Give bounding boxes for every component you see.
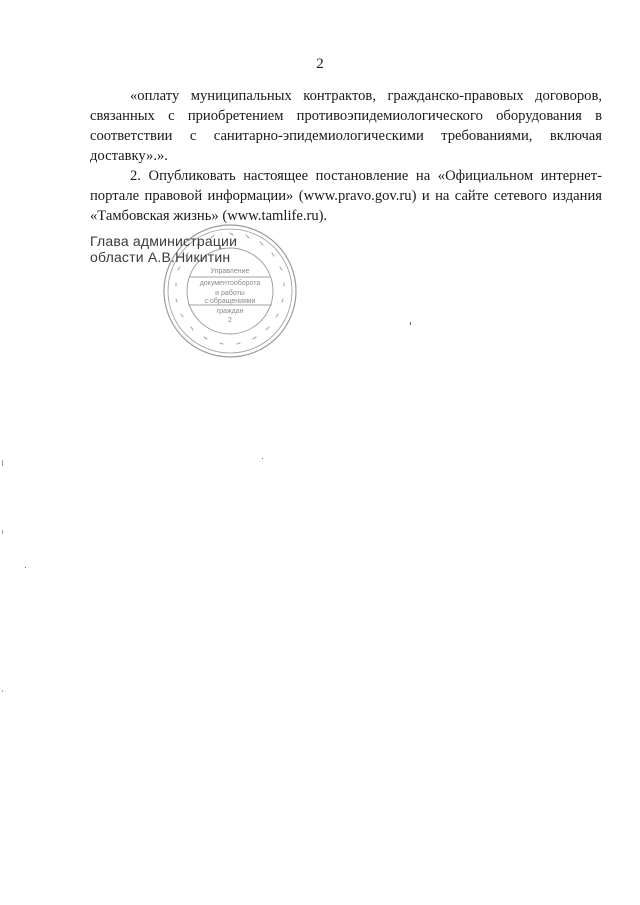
scan-speck xyxy=(25,567,26,568)
stamp-line-3: и работы xyxy=(215,290,245,297)
page-number: 2 xyxy=(316,56,324,72)
stamp-line-2: документооборота xyxy=(199,280,261,287)
scan-speck xyxy=(2,460,3,466)
scan-speck xyxy=(2,530,3,534)
document-body xyxy=(90,86,602,226)
scan-speck xyxy=(2,690,3,692)
scan-speck xyxy=(410,322,411,325)
stamp-line-6: 2 xyxy=(228,317,232,324)
stamp-line-5: граждан xyxy=(216,308,244,315)
stamp-line-4: с обращениями xyxy=(204,298,256,305)
signature-name: области А.В.Никитин xyxy=(90,249,231,265)
scan-speck xyxy=(262,458,263,459)
signature-block xyxy=(90,233,237,265)
paragraph-publication: 2. Опубликовать настоящее постановление на «Официальном интернет-портале правовой информации» (www.pravo.gov.ru) и на сайте сетевого издания «Тамбовская жизнь» (www.tamlife.ru). xyxy=(90,168,602,224)
signature-title: Глава администрации xyxy=(90,233,238,249)
paragraph-payment: «оплату муниципальных контрактов, гражданско-правовых договоров, связанных с приобретением противоэпидемиологического оборудования в соответствии с санитарно-эпидемиологическими требованиями, включая доставку».». xyxy=(90,88,602,164)
stamp-line-1: Управление xyxy=(210,268,250,275)
